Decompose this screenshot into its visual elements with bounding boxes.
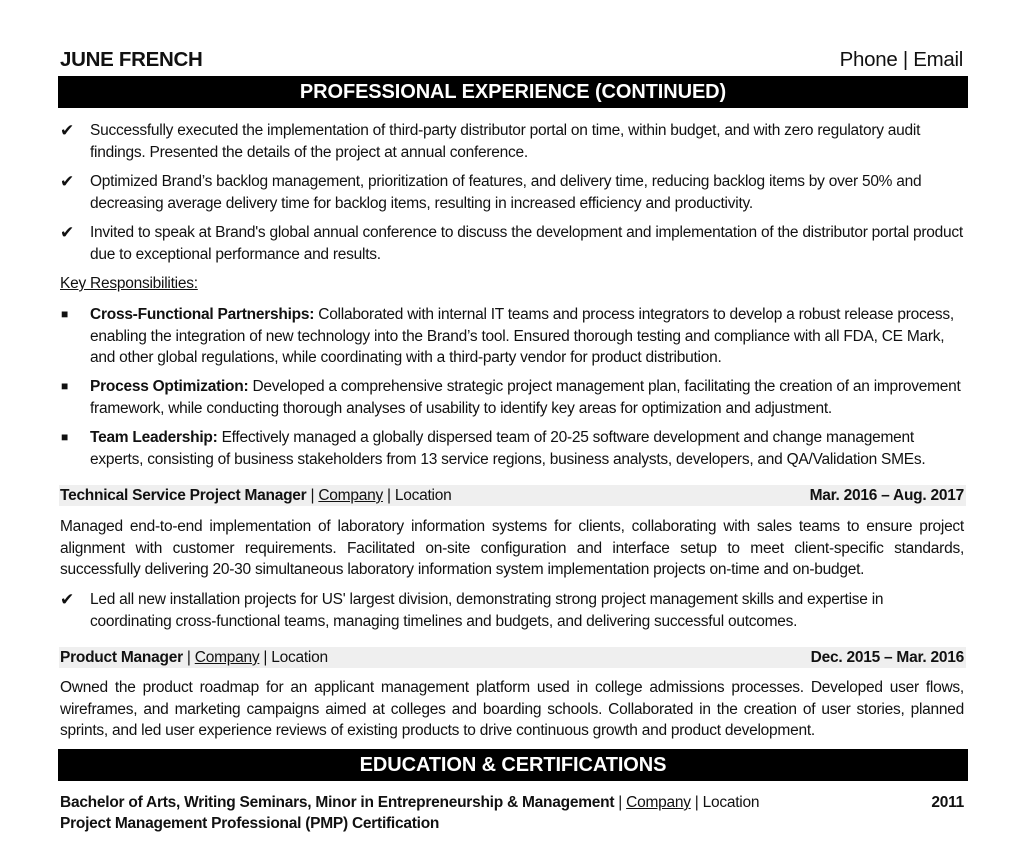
job-title: Product Manager — [60, 649, 183, 666]
check-icon: ✔ — [60, 121, 74, 140]
responsibility-item — [60, 376, 966, 419]
separator: | — [614, 794, 627, 811]
responsibility-label: Cross-Functional Partnerships: — [90, 306, 315, 323]
education-line — [60, 792, 966, 814]
job-title: Technical Service Project Manager — [60, 487, 307, 504]
contact-info: Phone | Email — [839, 48, 963, 71]
achievement-item — [60, 589, 966, 632]
education-entry — [60, 792, 966, 814]
responsibility-description: Developed a comprehensive strategic project management plan, facilitating the creation of an improvement framework, while conducting thorough analyses of usability to identify key areas for optimization and adjustment. — [90, 378, 961, 417]
institution-name: Company — [626, 794, 691, 811]
check-icon: ✔ — [60, 590, 74, 609]
certification-name: Project Management Professional (PMP) Certification — [60, 815, 440, 832]
job-summary: Managed end-to-end implementation of laboratory information systems for clients, collaborating with sales teams to ensure project alignment with customer requirements. Facilitated on-site configuration and interface setup to meet client-specific standards, successfully delivering 20-30 simultaneous laboratory information system implementation projects on-time and on-budget. — [60, 518, 964, 578]
separator: | — [306, 487, 319, 504]
job-title-line — [60, 647, 328, 668]
responsibility-description: Collaborated with internal IT teams and process integrators to develop a robust release process, enabling the integration of new technology into the Brand’s tool. Ensured thorough testing and compliance with all FDA, CE Mark, and other global regulations, while coordinating with a third-party vendor for product distribution. — [90, 306, 954, 366]
job-location: | Location — [382, 487, 452, 504]
responsibility-text — [90, 376, 966, 419]
graduation-year: 2011 — [931, 794, 964, 811]
degree-name: Bachelor of Arts, Writing Seminars, Minor in Entrepreneurship & Management — [60, 794, 615, 811]
job-dates: Mar. 2016 – Aug. 2017 — [809, 487, 964, 504]
achievement-text: Invited to speak at Brand's global annual conference to discuss the development and implementation of the distributor portal product due to exceptional performance and results. — [90, 224, 963, 263]
achievement-text: Led all new installation projects for US' largest division, demonstrating strong project management skills and expertise in coordinating cross-functional teams, managing timelines and budgets, and delivering successful outcomes. — [90, 591, 884, 630]
job-header — [59, 485, 966, 506]
responsibility-description: Effectively managed a globally dispersed team of 20-25 software development and change management experts, consisting of business stakeholders from 13 service regions, business analysts, developers, and QA/Validation SMEs. — [90, 429, 926, 468]
company-name: Company — [194, 649, 260, 666]
responsibility-item — [60, 427, 966, 470]
square-bullet-icon: ■ — [61, 430, 68, 444]
responsibility-item — [60, 304, 966, 369]
job-title-line — [60, 485, 451, 506]
responsibility-label: Process Optimization: — [90, 378, 249, 395]
company-name: Company — [318, 487, 383, 504]
certification-entry — [60, 813, 966, 835]
candidate-name: JUNE FRENCH — [60, 48, 203, 71]
check-icon: ✔ — [60, 172, 74, 191]
separator: | — [182, 649, 195, 666]
achievement-item — [60, 171, 966, 214]
key-responsibilities-heading: Key Responsibilities: — [60, 275, 198, 292]
square-bullet-icon: ■ — [61, 379, 68, 393]
achievement-text: Successfully executed the implementation of third-party distributor portal on time, within budget, and with zero regulatory audit findings. Presented the details of the project at annual conference. — [90, 122, 921, 161]
responsibility-text — [90, 427, 966, 470]
institution-location: | Location — [690, 794, 760, 811]
job-dates: Dec. 2015 – Mar. 2016 — [810, 649, 964, 666]
resume-header — [60, 48, 966, 72]
achievement-item — [60, 222, 966, 265]
achievement-text: Optimized Brand’s backlog management, prioritization of features, and delivery time, reducing backlog items by over 50% and decreasing average delivery time for backlog items, resulting in increased efficiency and productivity. — [90, 173, 922, 212]
square-bullet-icon: ■ — [61, 307, 68, 321]
responsibility-text — [90, 304, 966, 369]
achievement-item — [60, 120, 966, 163]
responsibility-label: Team Leadership: — [90, 429, 218, 446]
section-header-education: EDUCATION & CERTIFICATIONS — [58, 749, 968, 781]
job-location: | Location — [259, 649, 328, 666]
job-header — [59, 647, 966, 668]
section-header-experience: PROFESSIONAL EXPERIENCE (CONTINUED) — [58, 76, 968, 108]
check-icon: ✔ — [60, 223, 74, 242]
job-summary: Owned the product roadmap for an applicant management platform used in college admissions processes. Developed user flows, wireframes, and marketing campaigns aimed at colleges and boarding schools. Collaborated in the creation of user stories, planned sprints, and led user experience reviews of existing products to drive continuous growth and product development. — [60, 679, 964, 739]
